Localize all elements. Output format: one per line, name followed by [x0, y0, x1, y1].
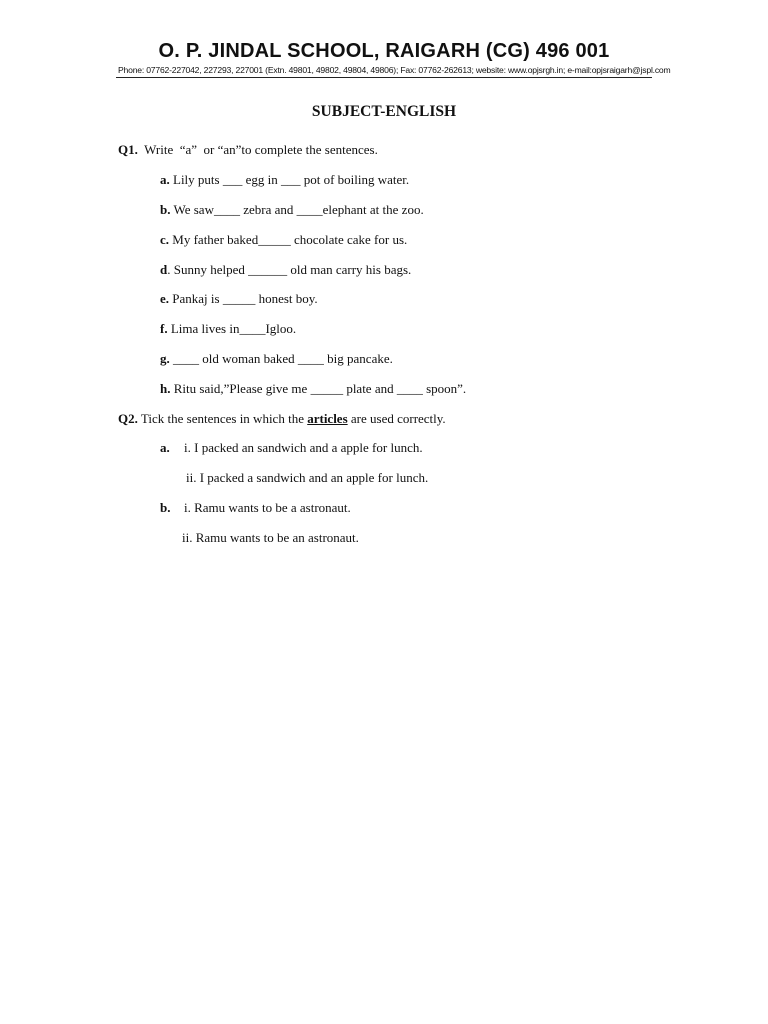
q2-option-a-ii: ii. I packed a sandwich and an apple for lunch. — [186, 470, 429, 485]
item-letter: a. — [160, 172, 170, 187]
q2-option-a-i: i. I packed an sandwich and a apple for lunch. — [184, 440, 423, 455]
q2-option-b-ii: ii. Ramu wants to be an astronaut. — [182, 530, 359, 545]
q1-item-g — [160, 351, 393, 367]
item-text: Ritu said,”Please give me _____ plate and ____ spoon”. — [170, 381, 467, 396]
q2-option-b-i: i. Ramu wants to be a astronaut. — [184, 500, 351, 515]
item-text: Lima lives in____Igloo. — [167, 321, 297, 336]
question-number: Q2. — [118, 411, 138, 426]
q1-item-a — [160, 172, 409, 188]
item-letter: d — [160, 262, 168, 277]
item-letter: c. — [160, 232, 170, 247]
item-text: ____ old woman baked ____ big pancake. — [169, 351, 393, 366]
item-letter: b. — [160, 202, 171, 217]
item-text: Pankaj is _____ honest boy. — [169, 291, 318, 306]
question-prompt: Write “a” or “an”to complete the sentences. — [137, 142, 378, 157]
question-prompt-start: Tick the sentences in which the — [137, 411, 308, 426]
q1-item-e — [160, 291, 318, 307]
header-divider — [116, 77, 652, 78]
item-text: My father baked_____ chocolate cake for us. — [169, 232, 408, 247]
school-name: O. P. JINDAL SCHOOL, RAIGARH (CG) 496 001 — [158, 40, 610, 62]
subject-title: SUBJECT-ENGLISH — [311, 103, 457, 120]
item-text: . Sunny helped ______ old man carry his bags. — [167, 262, 412, 277]
q1-item-h — [160, 381, 466, 397]
q1-item-c — [160, 232, 407, 248]
item-letter: a. — [160, 440, 170, 455]
q2-group-b-letter — [160, 500, 170, 516]
contact-details: Phone: 07762-227042, 227293, 227001 (Extn. 49801, 49802, 49804, 49806); Fax: 07762-262613; website: www.opjsrgh.in; e-mail:opjsraigarh@jspl.com — [118, 65, 671, 75]
item-letter: g. — [160, 351, 170, 366]
item-text: We saw____ zebra and ____elephant at the zoo. — [170, 202, 424, 217]
item-letter: f. — [160, 321, 168, 336]
q1-item-b — [160, 202, 424, 218]
q2-group-a-letter — [160, 440, 170, 456]
item-text: Lily puts ___ egg in ___ pot of boiling water. — [169, 172, 410, 187]
keyword-articles: articles — [307, 411, 348, 426]
item-letter: h. — [160, 381, 171, 396]
item-letter: e. — [160, 291, 170, 306]
question-2 — [118, 411, 446, 427]
q1-item-d — [160, 262, 411, 278]
question-prompt-end: are used correctly. — [347, 411, 446, 426]
item-letter: b. — [160, 500, 171, 515]
question-number: Q1. — [118, 142, 138, 157]
question-1 — [118, 142, 378, 158]
q1-item-f — [160, 321, 296, 337]
